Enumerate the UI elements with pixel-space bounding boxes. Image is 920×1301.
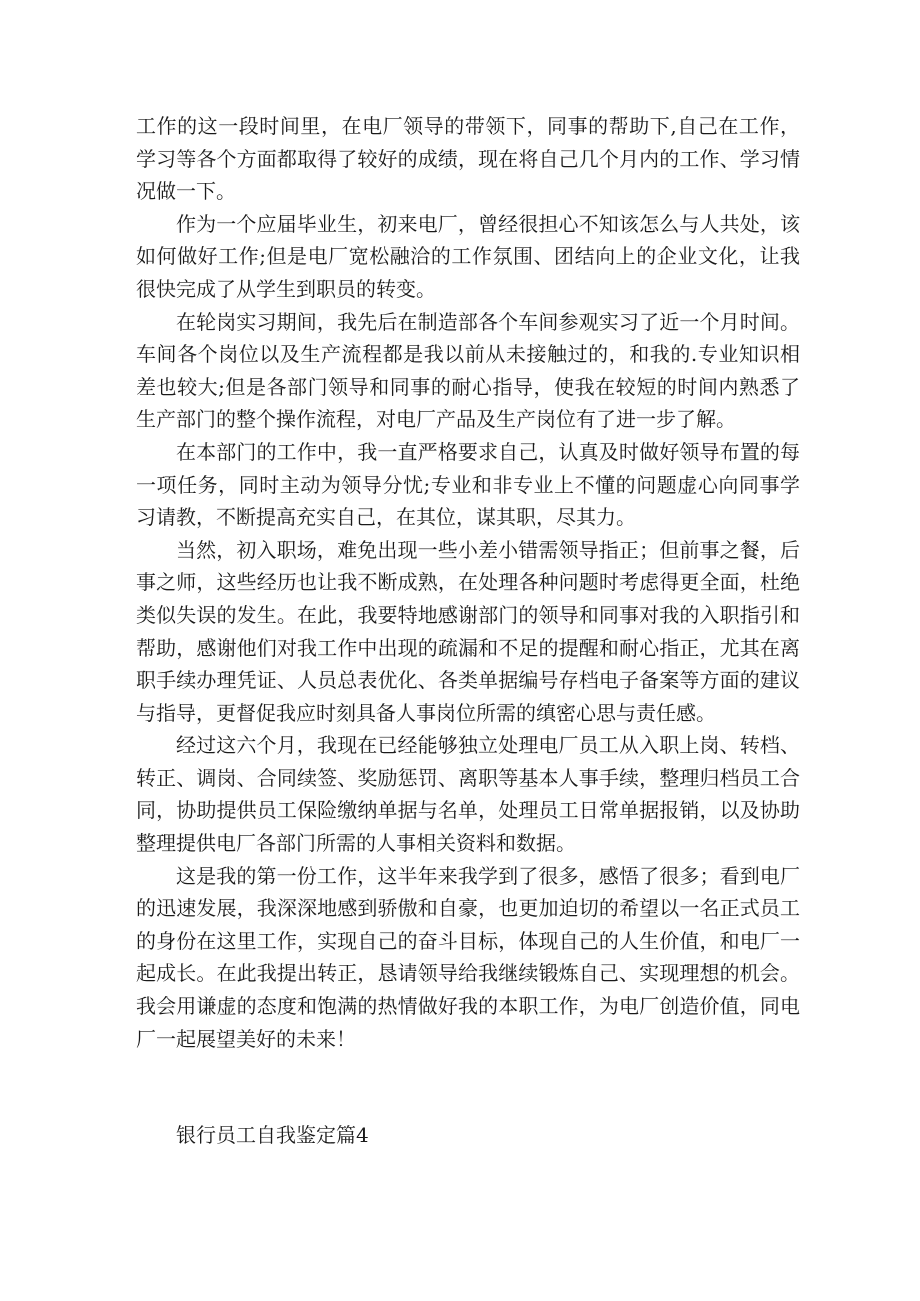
- paragraph-6: 经过这六个月，我现在已经能够独立处理电厂员工从入职上岗、转档、转正、调岗、合同续签、奖励惩罚、离职等基本人事手续，整理归档员工合同，协助提供员工保险缴纳单据与名单，处理员工日常单据报销，以及协助整理提供电厂各部门所需的人事相关资料和数据。: [136, 733, 800, 856]
- paragraph-7: 这是我的第一份工作，这半年来我学到了很多，感悟了很多；看到电厂的迅速发展，我深深地感到骄傲和自豪，也更加迫切的希望以一名正式员工的身份在这里工作，实现自己的奋斗目标，体现自己的人生价值，和电厂一起成长。在此我提出转正，恳请领导给我继续锻炼自己、实现理想的机会。我会用谦虚的态度和饱满的热情做好我的本职工作，为电厂创造价值，同电厂一起展望美好的未来！: [136, 863, 800, 1051]
- paragraph-3: 在轮岗实习期间，我先后在制造部各个车间参观实习了近一个月时间。车间各个岗位以及生产流程都是我以前从未接触过的，和我的.专业知识相差也较大;但是各部门领导和同事的耐心指导，使我在较短的时间内熟悉了生产部门的整个操作流程，对电厂产品及生产岗位有了进一步了解。: [136, 309, 800, 432]
- paragraph-4: 在本部门的工作中，我一直严格要求自己，认真及时做好领导布置的每一项任务，同时主动为领导分忧;专业和非专业上不懂的问题虚心向同事学习请教，不断提高充实自己，在其位，谋其职，尽其力。: [136, 439, 800, 530]
- paragraph-5: 当然，初入职场，难免出现一些小差小错需领导指正；但前事之餐，后事之师，这些经历也让我不断成熟，在处理各种问题时考虑得更全面，杜绝类似失误的发生。在此，我要特地感谢部门的领导和同事对我的入职指引和帮助，感谢他们对我工作中出现的疏漏和不足的提醒和耐心指正，尤其在离职手续办理凭证、人员总表优化、各类单据编号存档电子备案等方面的建议与指导，更督促我应时刻具备人事岗位所需的缜密心思与责任感。: [136, 537, 800, 725]
- paragraph-2: 作为一个应届毕业生，初来电厂，曾经很担心不知该怎么与人共处，该如何做好工作;但是电厂宽松融洽的工作氛围、团结向上的企业文化，让我很快完成了从学生到职员的转变。: [136, 211, 800, 301]
- section-heading: 银行员工自我鉴定篇4: [176, 1123, 369, 1148]
- paragraph-1: 工作的这一段时间里，在电厂领导的带领下，同事的帮助下,自己在工作，学习等各个方面都取得了较好的成绩，现在将自己几个月内的工作、学习情况做一下。: [136, 114, 800, 204]
